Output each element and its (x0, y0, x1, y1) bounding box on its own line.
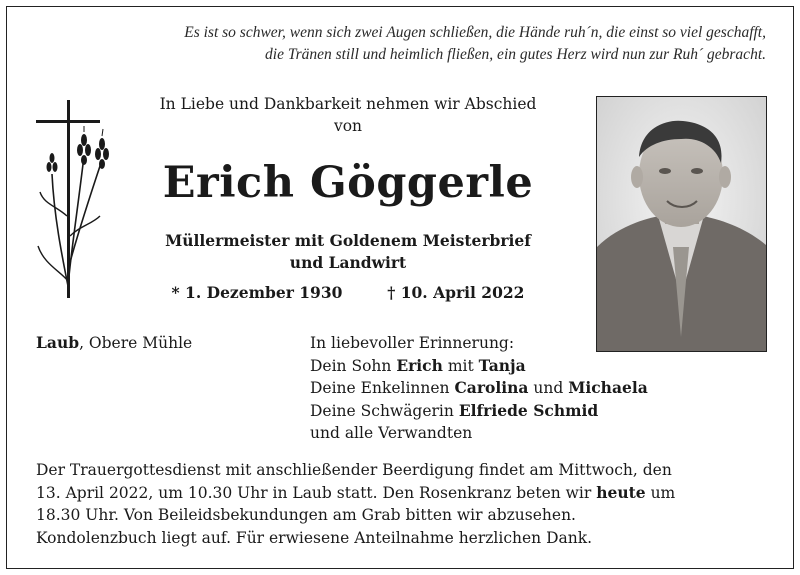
mourners-heading: In liebevoller Erinnerung: (310, 334, 515, 352)
mourner-grandchildren (310, 377, 648, 400)
son-partner: Tanja (478, 355, 526, 375)
intro-line-2: von (333, 117, 363, 135)
notice-line-4: Kondolenzbuch liegt auf. Für erwiesene Anteilnahme herzlichen Dank. (36, 528, 593, 547)
location-rest: , Obere Mühle (79, 334, 193, 352)
cross-with-wheat-icon (32, 96, 122, 301)
mourners-list (310, 332, 648, 445)
location (36, 332, 192, 354)
grandchild-1: Carolina (454, 378, 529, 397)
grand-prefix: Deine Enkelinnen (310, 379, 455, 397)
notice-line-2 (36, 482, 766, 505)
title-line-2: und Landwirt (289, 253, 407, 272)
service-notice (36, 459, 766, 549)
grandchild-2: Michaela (568, 378, 648, 397)
notice-line-3: 18.30 Uhr. Von Beileidsbekundungen am Grab bitten wir abzusehen. (36, 506, 576, 524)
sis-name: Elfriede Schmid (458, 400, 599, 420)
notice-today: heute (596, 482, 646, 502)
sis-prefix: Deine Schwägerin (310, 401, 459, 420)
quote-line-1: Es ist so schwer, wenn sich zwei Augen schließen, die Hände ruh´n, die einst so viel geschafft, (184, 24, 766, 41)
birth-date: * 1. Dezember 1930 (171, 283, 343, 302)
son-name: Erich (396, 355, 443, 375)
deceased-title (128, 230, 568, 274)
deceased-name: Erich Göggerle (162, 158, 534, 208)
notice-line-2a: 13. April 2022, um 10.30 Uhr in Laub statt. Den Rosenkranz beten wir (36, 483, 597, 502)
farewell-intro (128, 93, 568, 137)
life-dates (128, 282, 568, 304)
mourner-others: und alle Verwandten (310, 424, 473, 442)
portrait-photo (596, 96, 767, 352)
notice-line-1: Der Trauergottesdienst mit anschließender Beerdigung findet am Mittwoch, den (36, 461, 672, 479)
mourner-sister-in-law (310, 400, 648, 423)
mourner-son (310, 355, 648, 378)
intro-line-1: In Liebe und Dankbarkeit nehmen wir Abschied (159, 95, 537, 113)
title-line-1: Müllermeister mit Goldenem Meisterbrief (165, 231, 531, 250)
quote-line-2: die Tränen still und heimlich fließen, ein gutes Herz wird nun zur Ruh´ gebracht. (265, 46, 766, 63)
son-mid: mit (442, 356, 479, 375)
location-place: Laub (36, 333, 80, 352)
poem-quote (66, 22, 766, 66)
grand-mid: und (528, 379, 569, 397)
notice-line-2b: um (645, 483, 676, 502)
death-date: † 10. April 2022 (387, 283, 525, 302)
son-prefix: Dein Sohn (310, 356, 397, 375)
